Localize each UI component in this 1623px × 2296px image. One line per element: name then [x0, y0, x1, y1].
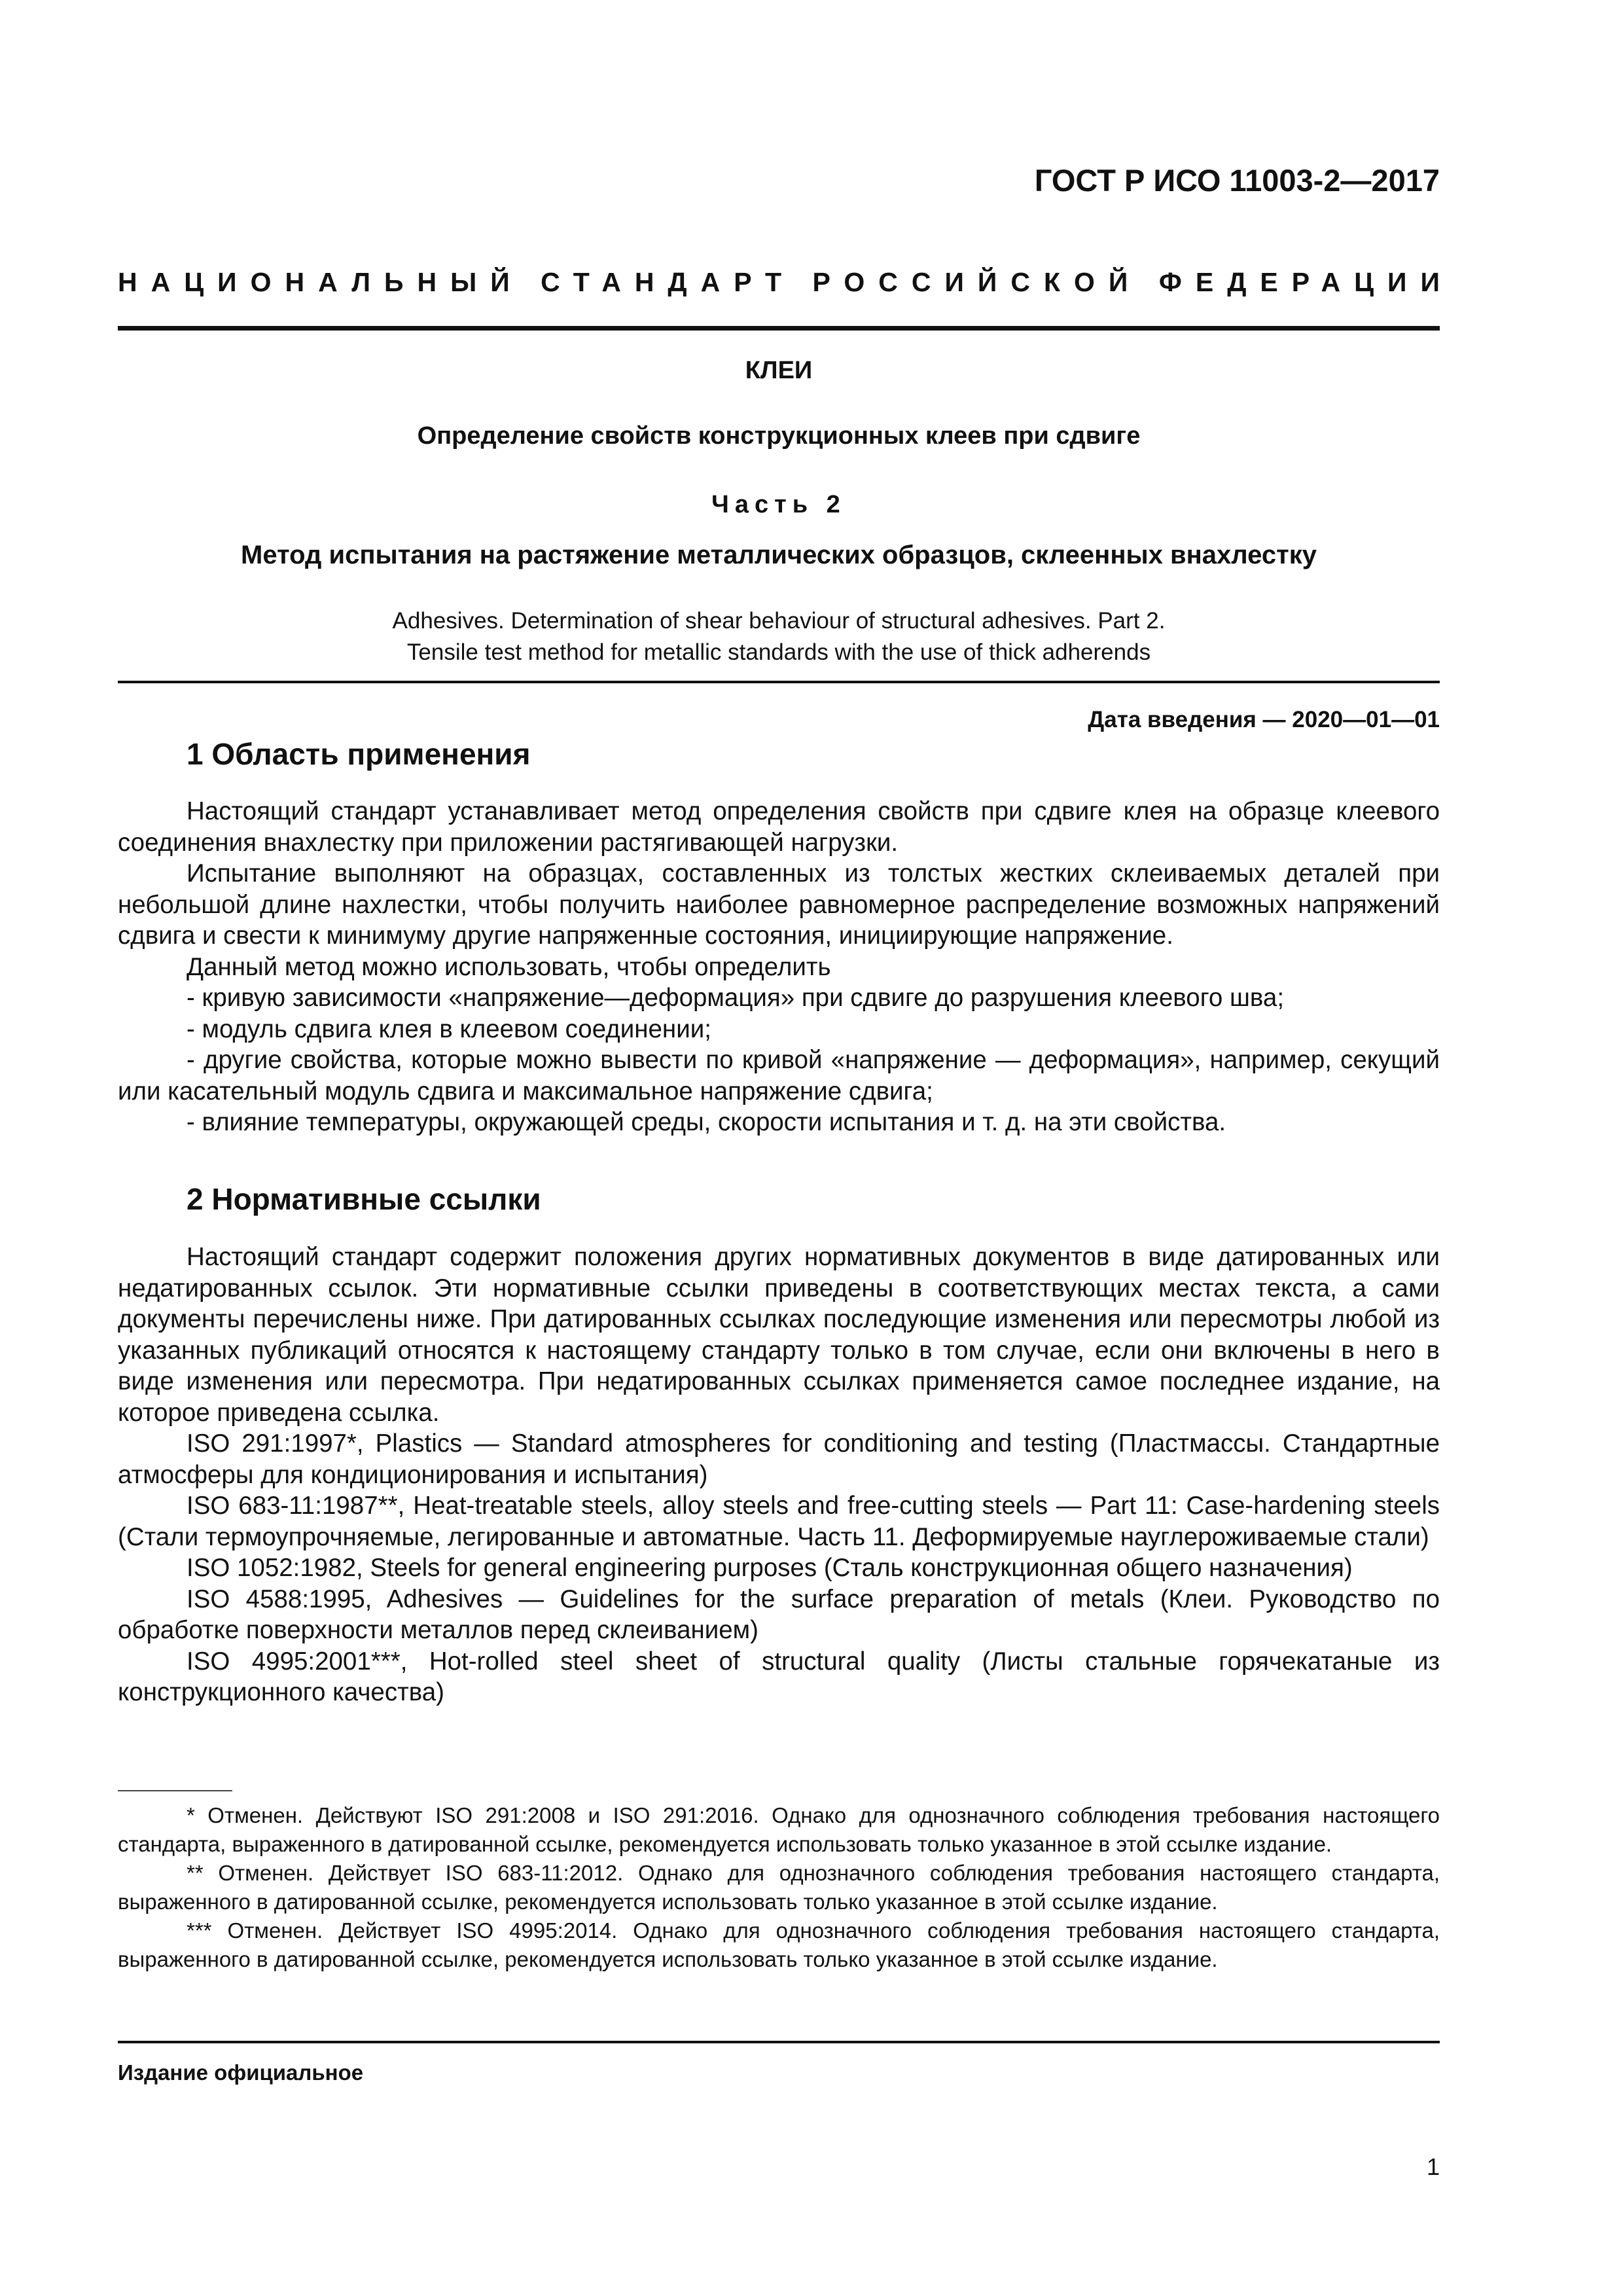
banner-word: СТАНДАРТ — [541, 267, 796, 297]
reference-item: ISO 4588:1995, Adhesives — Guidelines for the surface preparation of metals (Клеи. Руководство по обработке поверхности металлов перед склеиванием) — [118, 1585, 1440, 1644]
paragraph: Настоящий стандарт устанавливает метод определения свойств при сдвиге клея на образце клеевого соединения внахлестку при приложении растягивающей нагрузки. — [118, 797, 1440, 857]
reference-item: ISO 291:1997*, Plastics — Standard atmospheres for conditioning and testing (Пластмассы. Стандартные атмосферы для кондиционирования и испытания) — [118, 1429, 1440, 1489]
list-item: - модуль сдвига клея в клеевом соединении; — [187, 1014, 711, 1043]
footnote: ** Отменен. Действует ISO 683-11:2012. Однако для однозначного соблюдения требования настоящего стандарта, выраженного в датированной ссылке, рекомендуется использовать только указанное в этой ссылке издание. — [118, 1861, 1440, 1914]
national-standard-banner — [118, 267, 1454, 298]
english-title — [118, 605, 1440, 668]
list-item: - кривую зависимости «напряжение—деформация» при сдвиге до разрушения клеевого шва; — [187, 984, 1285, 1012]
banner-word: ФЕДЕРАЦИИ — [1158, 267, 1454, 297]
paragraph: Настоящий стандарт содержит положения других нормативных документов в виде датированных или недатированных ссылок. Эти нормативные ссылки приведены в соответствующих местах текста, а сами документы перечислены ниже. При датированных ссылках последующие изменения или пересмотры любой из указанных публикаций относятся к настоящему стандарту только в том случае, если они включены в него в виде изменения или пересмотра. При недатированных ссылках применяется самое последнее издание, на которое приведена ссылка. — [118, 1243, 1440, 1427]
reference-item: ISO 683-11:1987**, Heat-treatable steels, alloy steels and free-cutting steels — Part 11: Case-hardening steels (Стали термоупрочняемые, легированные и автоматные. Часть 11. Деформируемые науглероживаемые стали) — [118, 1492, 1440, 1551]
official-edition-label: Издание официальное — [118, 2060, 364, 2085]
english-title-line: Adhesives. Determination of shear behaviour of structural adhesives. Part 2. — [392, 608, 1166, 634]
section-heading-normative-references: 2 Нормативные ссылки — [187, 1182, 541, 1216]
footnotes — [118, 1801, 1440, 1974]
reference-item: ISO 1052:1982, Steels for general engineering purposes (Сталь конструкционная общего назначения) — [187, 1554, 1353, 1582]
footnote: *** Отменен. Действует ISO 4995:2014. Однако для однозначного соблюдения требования настоящего стандарта, выраженного в датированной ссылке, рекомендуется использовать только указанное в этой ссылке издание. — [118, 1918, 1440, 1971]
document-code: ГОСТ Р ИСО 11003-2—2017 — [1034, 163, 1440, 198]
document-title: КЛЕИ — [745, 357, 813, 384]
paragraph: Испытание выполняют на образцах, составленных из толстых жестких склеиваемых деталей при небольшой длине нахлестки, чтобы получить наиболее равномерное распределение возможных напряжений сдвига и свести к минимуму другие напряженные состояния, инициирующие напряжение. — [118, 859, 1440, 950]
banner-word: РОССИЙСКОЙ — [812, 267, 1142, 297]
banner-word: НАЦИОНАЛЬНЫЙ — [118, 267, 524, 297]
reference-item: ISO 4995:2001***, Hot-rolled steel sheet of structural quality (Листы стальные горячекатаные из конструкционного качества) — [118, 1647, 1440, 1706]
footer-divider — [118, 2041, 1440, 2043]
list-item: - другие свойства, которые можно вывести по кривой «напряжение — деформация», например, секущий или касательный модуль сдвига и максимальное напряжение сдвига; — [118, 1046, 1440, 1105]
title-divider — [118, 681, 1440, 683]
section-heading-scope: 1 Область применения — [187, 737, 531, 771]
footnote: * Отменен. Действуют ISO 291:2008 и ISO 291:2016. Однако для однозначного соблюдения требования настоящего стандарта, выраженного в датированной ссылке, рекомендуется использовать только указанное в этой ссылке издание. — [118, 1803, 1440, 1856]
list-item: - влияние температуры, окружающей среды, скорости испытания и т. д. на эти свойства. — [187, 1108, 1226, 1136]
page-number: 1 — [1426, 2153, 1440, 2180]
footnote-separator — [118, 1790, 232, 1791]
english-title-line: Tensile test method for metallic standards with the use of thick adherends — [406, 639, 1151, 665]
paragraph: Данный метод можно использовать, чтобы определить — [187, 952, 831, 981]
document-part: Часть 2 — [711, 491, 846, 518]
header-divider — [118, 326, 1440, 331]
document-subtitle: Определение свойств конструкционных клеев при сдвиге — [417, 422, 1141, 450]
section-references-body — [118, 1242, 1440, 1708]
document-method-title: Метод испытания на растяжение металлических образцов, склеенных внахлестку — [241, 541, 1317, 569]
section-scope-body — [118, 796, 1440, 1138]
introduction-date: Дата введения — 2020—01—01 — [1088, 707, 1440, 732]
